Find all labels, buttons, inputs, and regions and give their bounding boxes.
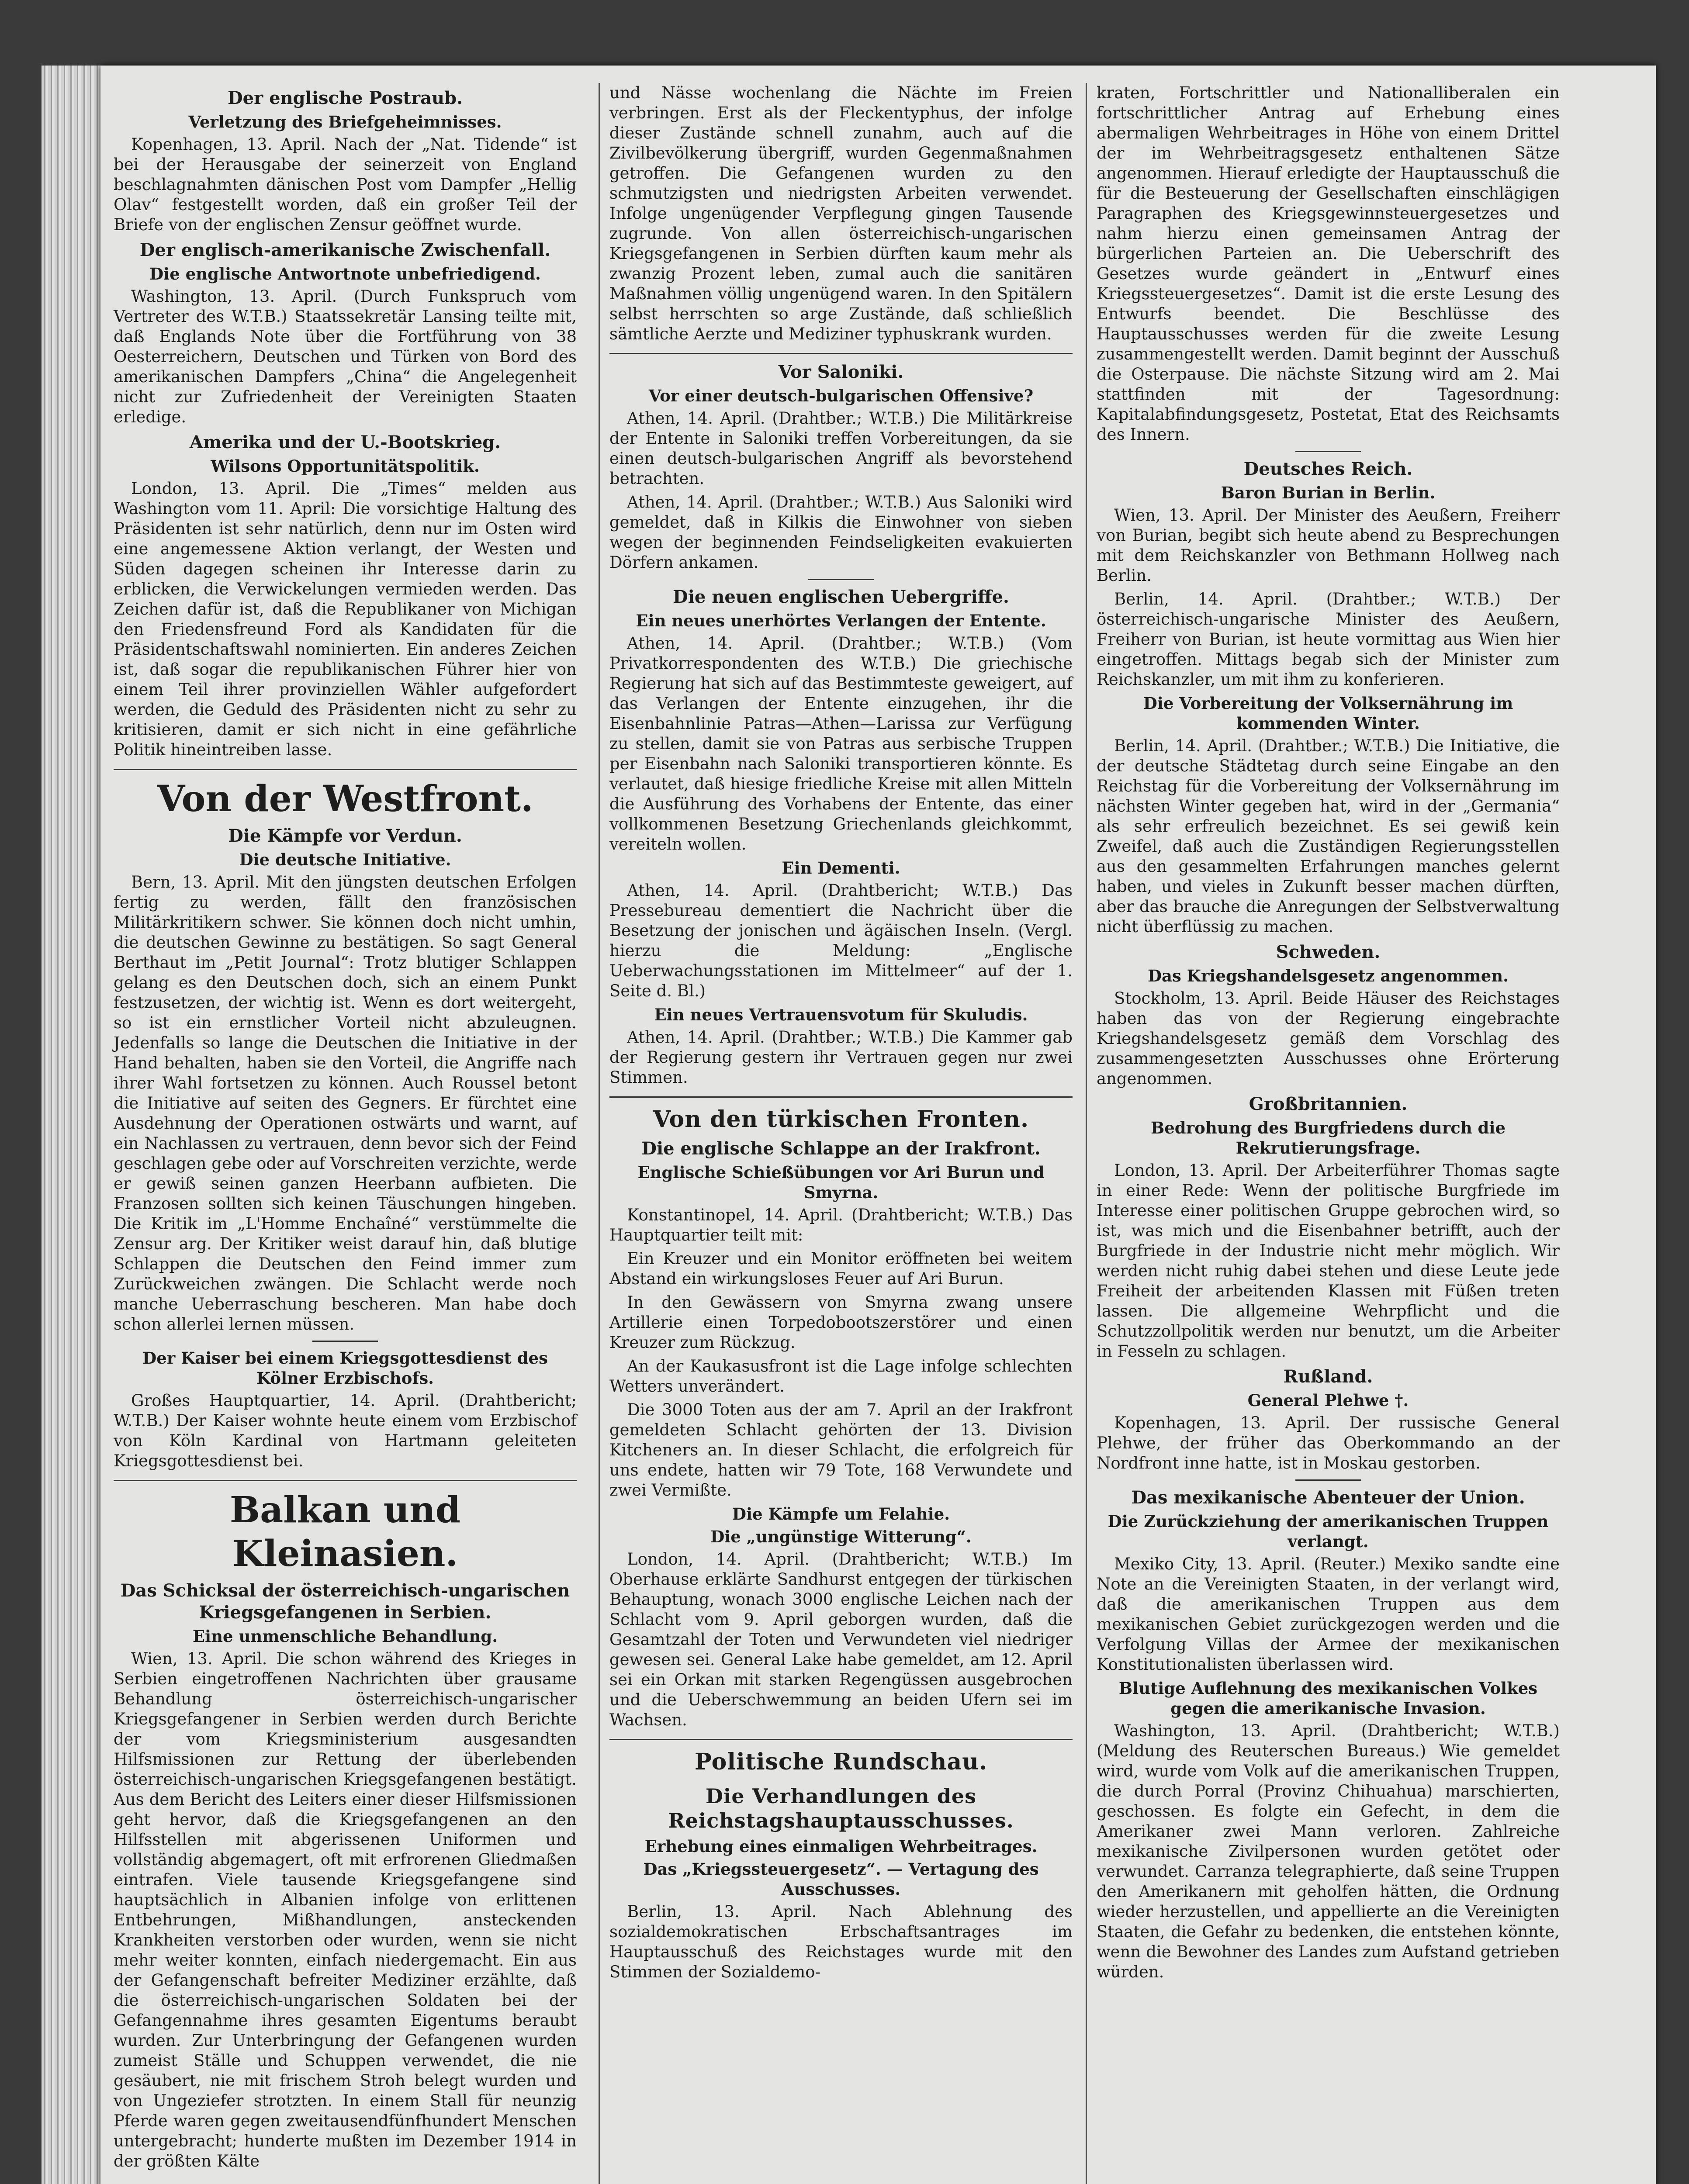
column-1 bbox=[114, 83, 577, 2175]
article-text: Athen, 14. April. (Drahtber.; W.T.B.) Die Militärkreise der Entente in Saloniki treffen Vorbereitungen, da sie einen deutsch-bulgarischen Angriff als bevorstehend betrachten. bbox=[609, 409, 1073, 488]
article-text: Wien, 13. April. Die schon während des Krieges in Serbien eingetroffenen Nachrichten über grausame Behandlung österreichisch-ungarischer Kriegsgefangener in Serbien werden durch Berichte der vom Kriegsministerium ausgesandten Hilfsmissionen zur Rettung der überlebenden österreichisch-ungarischen Kriegsgefangenen bestätigt. Aus dem Bericht des Leiters einer dieser Hilfsmissionen geht hervor, daß die Kriegsgefangenen an den Hilfsstellen mit abgerissenen Uniformen und vollständig abgemagert, oft mit erfrorenen Gliedmaßen eintrafen. Viele tausende Kriegsgefangene sind hauptsächlich in Albanien infolge von erlittenen Entbehrungen, Mißhandlungen, ansteckenden Krankheiten verstorben oder wurden, wenn sie nicht mehr weiter konnten, einfach niedergemacht. Ein aus der Gefangenschaft befreiter Mediziner erzählte, daß die österreichisch-ungarischen Soldaten bei der Gefangennahme ihres gesamten Eigentums beraubt wurden. Zur Unterbringung der Gefangenen wurden zumeist Ställe und Schuppen verwendet, die nie gesäubert, nie mit frischem Stroh belegt wurden und von Ungeziefer strotzten. In einem Stall für neunzig Pferde waren gegen zweitausendfünfhundert Menschen untergebracht; hunderte mußten im Dezember 1914 in der größten Kälte bbox=[114, 1649, 577, 2170]
separator bbox=[1295, 1479, 1361, 1481]
article-text: London, 13. April. Die „Times“ melden aus Washington vom 11. April: Die vorsichtige Haltung des Präsidenten ist sehr natürlich, denn nur im Osten wird eine angemessene Aktion verlangt, der Westen und Süden dagegen scheinen ihr Interesse darin zu erblicken, die Verwickelungen vermieden werden. Das Zeichen dafür ist, daß die Republikaner von Michigan den Friedensfreund Ford als Kandidaten für die Präsidentschaftswahl nominierten. Ein anderes Zeichen ist, daß sogar die republikanischen Führer hier von einem Teil ihrer provinziellen Wähler aufgefordert werden, die Geduld des Präsidenten nicht zu sehr zu kritisieren, damit er sich nicht in eine gefährliche Politik hineintreiben lasse. bbox=[114, 479, 577, 759]
section-title-rundschau: Politische Rundschau. bbox=[694, 1749, 988, 1775]
article-text: kraten, Fortschrittler und Nationalliberalen ein fortschrittlicher Antrag auf Erhebung eines abermaligen Wehrbeitrages in Höhe von einem Drittel der im Wehrbeitragsgesetz enthaltenen Sätze angenommen. Hierauf erledigte der Hauptausschuß die für die Besteuerung der Gesellschaften einschlägigen Paragraphen des Kriegsgewinnsteuergesetzes und nahm hierzu einen gemeinsamen Antrag der bürgerlichen Parteien an. Die Ueberschrift des Gesetzes wurde geändert in „Entwurf eines Kriegssteuergesetzes“. Damit ist die erste Lesung des Entwurfs beendet. Die Beschlüsse des Hauptausschusses werden für die zweite Lesung zusammengestellt werden. Damit beginnt der Ausschuß die Osterpause. Die nächste Sitzung wird am 2. Mai stattfinden mit der Tagesordnung: Kapitalabfindungsgesetz, Postetat, Etat des Reichsamts des Innern. bbox=[1097, 83, 1560, 444]
article-text: Konstantinopel, 14. April. (Drahtbericht; W.T.B.) Das Hauptquartier teilt mit: bbox=[609, 1206, 1073, 1244]
article-text: Kopenhagen, 13. April. Der russische General Plehwe, der früher das Oberkommando an der Nordfront inne hatte, ist in Moskau gestorben. bbox=[1097, 1413, 1560, 1472]
kicker: Vor einer deutsch-bulgarischen Offensive? bbox=[648, 386, 1034, 405]
headline-saloniki: Vor Saloniki. bbox=[778, 362, 904, 382]
kicker: Die Kämpfe um Felahie. bbox=[732, 1504, 950, 1524]
article-text: Berlin, 13. April. Nach Ablehnung des sozialdemokratischen Erbschaftsantrages im Hauptausschuß des Reichstages wurde mit den Stimmen der Sozialdemo- bbox=[609, 1902, 1073, 1981]
kicker: Bedrohung des Burgfriedens durch die Rekrutierungsfrage. bbox=[1150, 1118, 1506, 1158]
article-text: London, 13. April. Der Arbeiterführer Thomas sagte in einer Rede: Wenn der politische Burgfriede im Interesse einer politischen Gruppe gebrochen wird, so ist, was mich und die Eisenbahner betrifft, auch der Burgfriede in der Industrie nicht mehr möglich. Wir werden nicht ruhig dabei stehen und diese Leute jede Freiheit der arbeitenden Klassen mit Füßen treten lassen. Die allgemeine Wehrpflicht und die Schutzzollpolitik werden nur benutzt, um die Arbeiter in Fesseln zu schlagen. bbox=[1097, 1161, 1560, 1361]
kicker: Verletzung des Briefgeheimnisses. bbox=[188, 112, 502, 131]
article-text: Die 3000 Toten aus der am 7. April an der Irakfront gemeldeten Schlacht gehörten der 13. Division Kitcheners an. In dieser Schlacht, die erfolgreich für uns endete, hatten wir 79 Tote, 168 Verwundete und zwei Vermißte. bbox=[609, 1400, 1073, 1500]
kicker: Die Vorbereitung der Volksernährung im kommenden Winter. bbox=[1143, 694, 1513, 733]
article-text: Athen, 14. April. (Drahtbericht; W.T.B.) Das Pressebureau dementiert die Nachricht über die Besetzung der jonischen und ägäischen Inseln. (Vergl. hierzu die Meldung: „Englische Ueberwachungsstationen im Mittelmeer“ auf der 1. Seite d. Bl.) bbox=[609, 881, 1073, 1000]
section-title-balkan: Balkan und Kleinasien. bbox=[229, 1489, 461, 1575]
article-text: Mexiko City, 13. April. (Reuter.) Mexiko sandte eine Note an die Vereinigten Staaten, in der verlangt wird, daß die amerikanischen Truppen aus dem mexikanischen Gebiet zurückgezogen werden und die Verfolgung Villas der Armee der mexikanischen Konstitutionalisten überlassen wird. bbox=[1097, 1555, 1560, 1674]
kicker: Das Kriegshandelsgesetz angenommen. bbox=[1147, 966, 1509, 985]
kicker: Eine unmenschliche Behandlung. bbox=[192, 1627, 498, 1646]
column-3 bbox=[1097, 83, 1560, 1986]
article-text: Wien, 13. April. Der Minister des Aeußern, Freiherr von Burian, begibt sich heute abend zu Besprechungen mit dem Reichskanzler von Bethmann Hollweg nach Berlin. bbox=[1097, 506, 1560, 585]
headline-verhandlungen: Die Verhandlungen des Reichstagshauptausschusses. bbox=[668, 1784, 1014, 1832]
headline-schicksal: Das Schicksal der österreichisch-ungarischen Kriegsgefangenen in Serbien. bbox=[120, 1580, 570, 1623]
kicker: Die Zurückziehung der amerikanischen Truppen verlangt. bbox=[1108, 1512, 1549, 1551]
headline-uebergriffe: Die neuen englischen Uebergriffe. bbox=[673, 587, 1009, 607]
section-rule bbox=[609, 1739, 1073, 1740]
article-text: An der Kaukasusfront ist die Lage infolge schlechten Wetters unverändert. bbox=[609, 1357, 1073, 1396]
headline-mexiko: Das mexikanische Abenteuer der Union. bbox=[1131, 1487, 1525, 1508]
section-title-tuerk: Von den türkischen Fronten. bbox=[653, 1106, 1029, 1133]
headline-gb: Großbritannien. bbox=[1249, 1094, 1408, 1114]
column-divider bbox=[1086, 83, 1087, 2184]
column-2 bbox=[609, 83, 1073, 1986]
article-text: Berlin, 14. April. (Drahtber.; W.T.B.) Die Initiative, die der deutsche Städtetag durch seine Eingabe an den Reichstag für die Vorbereitung der Volksernährung im nächsten Winter gegeben hat, wird in der „Germania“ als sehr erfreulich bezeichnet. Es sei gewiß kein Zweifel, daß auch die Zuständigen Regierungsstellen aus den gesammelten Erfahrungen manches gelernt haben, und vieles in Zukunft besser machen dürften, aber das brauche die Anregungen der Selbstverwaltung nicht überflüssig zu machen. bbox=[1097, 736, 1560, 936]
separator bbox=[312, 1341, 378, 1342]
section-rule bbox=[114, 1480, 577, 1481]
section-title-westfront: Von der Westfront. bbox=[157, 778, 533, 820]
headline-irak: Die englische Schlappe an der Irakfront. bbox=[641, 1138, 1041, 1159]
headline-verdun: Die Kämpfe vor Verdun. bbox=[228, 826, 462, 846]
kicker: Ein neues Vertrauensvotum für Skuludis. bbox=[654, 1005, 1028, 1024]
kicker: Das „Kriegssteuergesetz“. — Vertagung des Ausschusses. bbox=[643, 1859, 1039, 1899]
headline-schweden: Schweden. bbox=[1276, 942, 1381, 962]
article-text: London, 14. April. (Drahtbericht; W.T.B.) Im Oberhause erklärte Sandhurst entgegen der türkischen Behauptung, wonach 3000 englische Leichen nach der Schlacht vom 9. April geborgen wurden, daß die Gesamtzahl der Toten und Verwundeten viel niedriger gewesen sei. General Lake habe gemeldet, am 12. April sei ein Orkan mit starken Regengüssen ausgebrochen und die Ueberschwemmung an beiden Ufern sei im Wachsen. bbox=[609, 1550, 1073, 1729]
headline-zwischenfall: Der englisch-amerikanische Zwischenfall. bbox=[139, 240, 551, 260]
article-text: Washington, 13. April. (Drahtbericht; W.T.B.) (Meldung des Reuterschen Bureaus.) Wie gemeldet wird, wurde vom Volk auf die amerikanischen Truppen, die durch Porral (Provinz Chihuahua) marschierten, geschossen. Es folgte ein Gefecht, in dem die Amerikaner zwei Mann verloren. Zahlreiche mexikanische Zivilpersonen wurden getötet oder verwundet. Carranza telegraphierte, daß seine Truppen den Amerikanern mit geholfen hätten, die Ordnung wieder herzustellen, und appellierte an die Vereinigten Staaten, die Gefahr zu bedenken, die entstehen könnte, wenn die Bewohner des Landes zum Aufstand getrieben würden. bbox=[1097, 1721, 1560, 1981]
kicker: Ein Dementi. bbox=[782, 858, 900, 878]
article-text: Berlin, 14. April. (Drahtber.; W.T.B.) Der österreichisch-ungarische Minister des Aeußern, Freiherr von Burian, ist heute vormittag aus Wien hier eingetroffen. Mittags begab sich der Minister zum Reichskanzler, um mit ihm zu konferieren. bbox=[1097, 590, 1560, 689]
kicker: Die „ungünstige Witterung“. bbox=[710, 1527, 972, 1546]
kicker: General Plehwe †. bbox=[1247, 1391, 1409, 1410]
section-rule bbox=[114, 769, 577, 770]
headline-reich: Deutsches Reich. bbox=[1243, 459, 1413, 479]
article-text: Athen, 14. April. (Drahtber.; W.T.B.) Die Kammer gab der Regierung gestern ihr Vertrauen gegen nur zwei Stimmen. bbox=[609, 1028, 1073, 1087]
kicker: Baron Burian in Berlin. bbox=[1221, 483, 1436, 502]
section-rule bbox=[609, 1096, 1073, 1098]
kicker: Die englische Antwortnote unbefriedigend. bbox=[149, 264, 541, 283]
section-rule bbox=[609, 353, 1073, 354]
article-text: Stockholm, 13. April. Beide Häuser des Reichstages haben das von der Regierung eingebrachte Kriegshandelsgesetz gemäß dem Vorschlag des zusammengesetzten Ausschusses ohne Erörterung angenommen. bbox=[1097, 989, 1560, 1088]
kicker: Der Kaiser bei einem Kriegsgottesdienst des Kölner Erzbischofs. bbox=[142, 1348, 548, 1388]
separator bbox=[1295, 451, 1361, 452]
kicker: Erhebung eines einmaligen Wehrbeitrages. bbox=[644, 1837, 1038, 1856]
article-text: und Nässe wochenlang die Nächte im Freien verbringen. Erst als der Fleckentyphus, der infolge dieser Zustände schnell zunahm, auch auf die Zivilbevölkerung übergriff, wurden Gegenmaßnahmen getroffen. Die Gefangenen wurden zu den schmutzigsten und niedrigsten Arbeiten verwendet. Infolge ungenügender Verpflegung gingen Tausende zugrunde. Von allen österreichisch-ungarischen Kriegsgefangenen in Serbien dürften kaum mehr als zwanzig Prozent leben, zumal auch die sanitären Maßnahmen völlig ungenügend waren. In den Spitälern selbst herrschten so arge Zustände, daß schließlich sämtliche Aerzte und Mediziner typhuskrank wurden. bbox=[609, 83, 1073, 343]
article-text: Großes Hauptquartier, 14. April. (Drahtbericht; W.T.B.) Der Kaiser wohnte heute einem vom Erzbischof von Köln Kardinal von Hartmann geleiteten Kriegsgottesdienst bei. bbox=[114, 1391, 577, 1470]
article-text: In den Gewässern von Smyrna zwang unsere Artillerie einen Torpedobootszerstörer und einen Kreuzer zum Rückzug. bbox=[609, 1293, 1073, 1352]
article-text: Washington, 13. April. (Durch Funkspruch vom Vertreter des W.T.B.) Staatssekretär Lansing teilte mit, daß Englands Note über die Fortführung von 38 Oesterreichern, Deutschen und Türken von Bord des amerikanischen Dampfers „China“ die Angelegenheit nicht zur Zufriedenheit der Vereinigten Staaten erledige. bbox=[114, 287, 577, 426]
kicker: Englische Schießübungen vor Ari Burun und Smyrna. bbox=[637, 1163, 1045, 1202]
article-text: Bern, 13. April. Mit den jüngsten deutschen Erfolgen fertig zu werden, fällt den französischen Militärkritikern schwer. Sie können doch nicht umhin, die deutschen Gewinne zu bestätigen. So sagt General Berthaut im „Petit Journal“: Trotz blutiger Schlappen gelang es den Deutschen doch, sich an einem Punkt festzusetzen, der wichtig ist. Wenn es dort weitergeht, so ist ein ernstlicher Vorteil nicht abzuleugnen. Jedenfalls so lange die Deutschen die Initiative in der Hand behalten, haben sie den Vorteil, die Angriffe nach ihrer Wahl fortsetzen zu können. Auch Roussel betont die Initiative auf seiten des Gegners. Er fürchtet eine Ausdehnung der Operationen ostwärts und warnt, auf ein Nachlassen zu vertrauen, denn bevor sich der Feind geschlagen gebe oder auf Vorschreiten verzichte, werde er gewiß seinen ganzen Heerbann aufbieten. Die Franzosen sollten sich keinen Täuschungen hingeben. Die Kritik im „L'Homme Enchaîné“ verstümmelte die Zensur arg. Der Kritiker weist darauf hin, daß blutige Schlappen die Deutschen den Feind immer zum Zurückweichen zwängen. Die Schlacht werde noch manche Ueberraschung bescheren. Man habe doch schon allerlei lernen müssen. bbox=[114, 873, 577, 1334]
article-text: Athen, 14. April. (Drahtber.; W.T.B.) (Vom Privatkorrespondenten des W.T.B.) Die griechische Regierung hat sich auf das Bestimmteste geweigert, auf das Verlangen der Entente einzugehen, ihr die Eisenbahnlinie Patras—Athen—Larissa zur Verfügung zu stellen, damit sie von Patras aus serbische Truppen per Eisenbahn nach Saloniki transportieren könnte. Es verlautet, daß hiesige friedliche Kreise mit allen Mitteln die Ausführung des Vorhabens der Entente, das einer vollkommenen Besetzung Griechenlands gleichkommt, vereiteln wollen. bbox=[609, 634, 1073, 854]
kicker: Wilsons Opportunitätspolitik. bbox=[211, 456, 480, 476]
article-text: Kopenhagen, 13. April. Nach der „Nat. Tidende“ ist bei der Herausgabe der seinerzeit von England beschlagnahmten dänischen Post vom Dampfer „Hellig Olav“ festgestellt worden, daß ein großer Teil der Briefe von der englischen Zensur geöffnet wurde. bbox=[114, 135, 577, 234]
kicker: Blutige Auflehnung des mexikanischen Volkes gegen die amerikanische Invasion. bbox=[1118, 1679, 1538, 1718]
separator bbox=[808, 579, 874, 580]
kicker: Ein neues unerhörtes Verlangen der Entente. bbox=[636, 611, 1046, 630]
headline-postraub: Der englische Postraub. bbox=[227, 88, 463, 108]
article-text: Ein Kreuzer und ein Monitor eröffneten bei weitem Abstand ein wirkungsloses Feuer auf Ari Burun. bbox=[609, 1249, 1073, 1288]
headline-amerika: Amerika und der U.-Bootskrieg. bbox=[189, 432, 501, 453]
kicker: Die deutsche Initiative. bbox=[239, 850, 451, 869]
column-divider bbox=[599, 83, 600, 2184]
headline-russland: Rußland. bbox=[1283, 1366, 1373, 1387]
article-text: Athen, 14. April. (Drahtber.; W.T.B.) Aus Saloniki wird gemeldet, daß in Kilkis die Einwohner von sieben wegen der beginnenden Feindseligkeiten evakuierten Dörfern ankamen. bbox=[609, 493, 1073, 572]
